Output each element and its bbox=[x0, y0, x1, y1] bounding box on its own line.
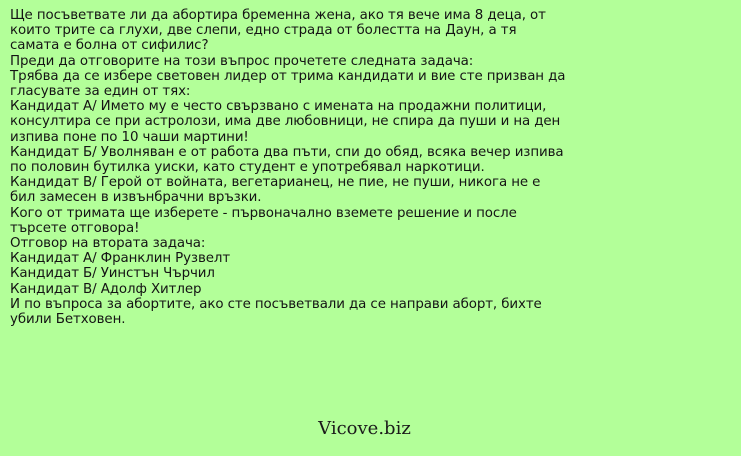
text-line: по половин бутилка уиски, като студент е употребявал наркотици. bbox=[10, 160, 485, 176]
text-line: Кандидат А/ Името му е често свързвано с имената на продажни политици, bbox=[10, 99, 547, 115]
text-line: Преди да отговорите на този въпрос прочетете следната задача: bbox=[10, 53, 474, 69]
text-line: Кого от тримата ще изберете - първоначално вземете решение и после bbox=[10, 205, 517, 221]
joke-text bbox=[10, 8, 738, 327]
text-line: Кандидат Б/ Уинстън Чърчил bbox=[10, 266, 215, 282]
text-line: изпива поне по 10 чаши мартини! bbox=[10, 129, 249, 145]
text-line: които трите са глухи, две слепи, едно страда от болестта на Даун, а тя bbox=[10, 23, 517, 39]
text-line: И по въпроса за абортите, ако сте посъветвали да се направи аборт, бихте bbox=[10, 296, 542, 312]
text-line: Кандидат А/ Франклин Рузвелт bbox=[10, 251, 231, 267]
text-line: Трябва да се избере световен лидер от трима кандидати и вие сте призван да bbox=[10, 68, 566, 84]
text-line: Ще посъветвате ли да абортира бременна жена, ако тя вече има 8 деца, от bbox=[10, 8, 546, 23]
text-line: търсете отговора! bbox=[10, 220, 140, 236]
text-line: бил замесен в извънбрачни връзки. bbox=[10, 190, 262, 206]
text-line: Кандидат В/ Герой от войната, вегетарианец, не пие, не пуши, никога не е bbox=[10, 175, 541, 191]
text-line: консултира се при астролози, има две любовници, не спира да пуши и на ден bbox=[10, 114, 561, 130]
text-line: самата е болна от сифилис? bbox=[10, 38, 209, 54]
site-watermark bbox=[0, 418, 741, 439]
text-line: убили Бетховен. bbox=[10, 312, 126, 328]
text-line: гласувате за един от тях: bbox=[10, 84, 191, 100]
text-line: Отговор на втората задача: bbox=[10, 236, 206, 252]
site-name: Vicove.biz bbox=[318, 418, 411, 439]
text-line: Кандидат В/ Адолф Хитлер bbox=[10, 281, 202, 297]
text-line: Кандидат Б/ Уволняван е от работа два пъти, спи до обяд, всяка вечер изпива bbox=[10, 144, 564, 160]
